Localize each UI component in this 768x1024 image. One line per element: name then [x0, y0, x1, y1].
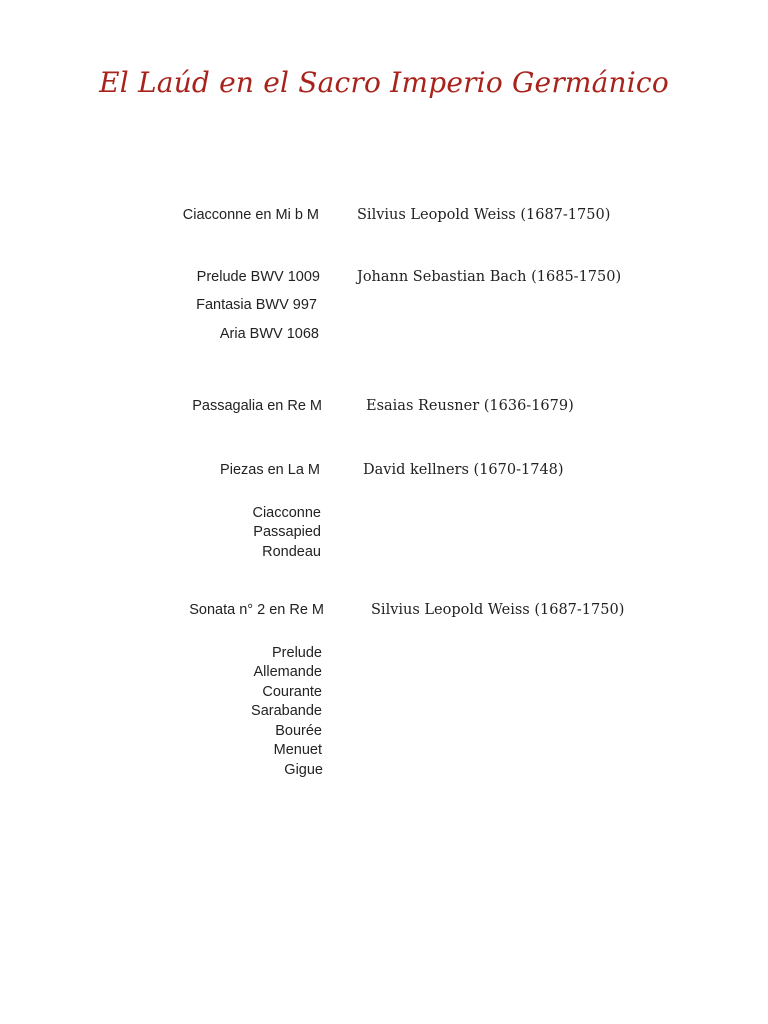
piece-title: Piezas en La M	[220, 462, 320, 478]
piece-title: Sonata n° 2 en Re M	[189, 602, 324, 618]
composer-name: Silvius Leopold Weiss (1687-1750)	[371, 602, 625, 618]
movement: Ciacconne	[252, 505, 321, 521]
movement: Courante	[262, 684, 322, 700]
movement: Allemande	[253, 664, 322, 680]
movement: Bourée	[275, 723, 322, 739]
movement: Prelude	[272, 645, 322, 661]
page-title: El Laúd en el Sacro Imperio Germánico	[99, 66, 669, 99]
piece-title: Prelude BWV 1009	[196, 269, 320, 285]
piece-title: Passagalia en Re M	[192, 398, 322, 414]
movement: Sarabande	[251, 703, 322, 719]
composer-name: Johann Sebastian Bach (1685-1750)	[357, 269, 622, 285]
movement: Menuet	[273, 742, 322, 758]
piece-title: Ciacconne en Mi b M	[182, 207, 319, 223]
movement: Gigue	[284, 762, 323, 778]
movement: Passapied	[253, 524, 321, 540]
composer-name: Esaias Reusner (1636-1679)	[366, 398, 574, 414]
composer-name: David kellners (1670-1748)	[363, 462, 564, 478]
piece-title: Aria BWV 1068	[219, 326, 319, 342]
piece-title: Fantasia BWV 997	[196, 297, 317, 313]
movement: Rondeau	[262, 544, 321, 560]
composer-name: Silvius Leopold Weiss (1687-1750)	[357, 207, 611, 223]
